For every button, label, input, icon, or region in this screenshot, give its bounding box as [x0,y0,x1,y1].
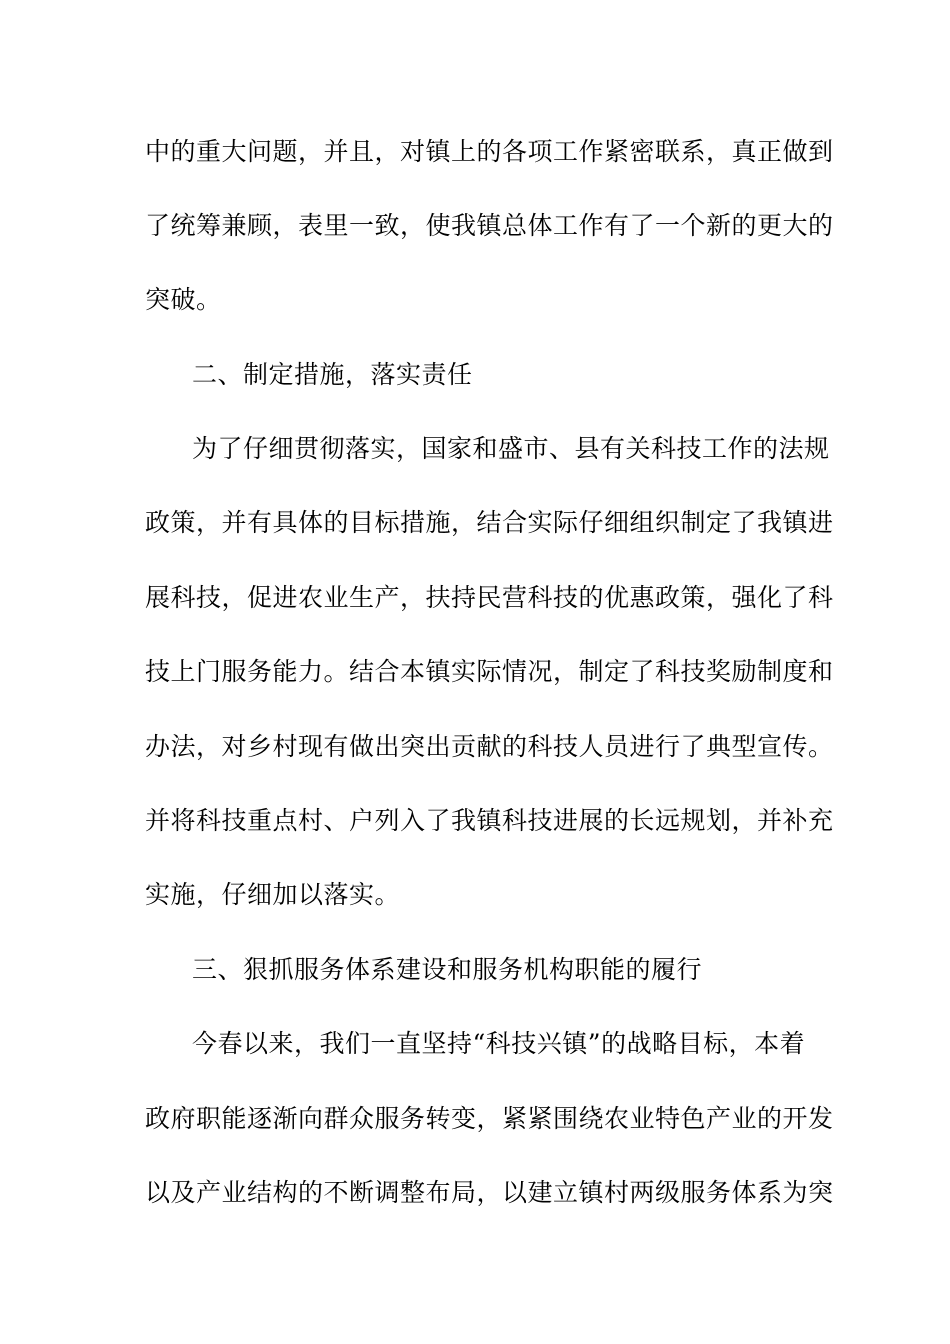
paragraph-line: 实施，仔细加以落实。 [145,880,401,909]
paragraph-line: 展科技，促进农业生产，扶持民营科技的优惠政策，强化了科 [145,583,834,612]
paragraph-line: 办法，对乡村现有做出突出贡献的科技人员进行了典型宣传。 [145,732,834,761]
section-heading: 二、制定措施，落实责任 [192,360,473,389]
paragraph-line: 中的重大问题，并且，对镇上的各项工作紧密联系，真正做到 [145,137,834,166]
section-heading: 三、狠抓服务体系建设和服务机构职能的履行 [192,955,703,984]
paragraph-line: 以及产业结构的不断调整布局，以建立镇村两级服务体系为突 [145,1178,834,1207]
paragraph-line: 突破。 [145,285,222,314]
paragraph-line: 并将科技重点村、户列入了我镇科技进展的长远规划，并补充 [145,806,834,835]
paragraph-line: 政府职能逐渐向群众服务转变，紧紧围绕农业特色产业的开发 [145,1104,834,1133]
paragraph-line: 政策，并有具体的目标措施，结合实际仔细组织制定了我镇进 [145,508,834,537]
paragraph-line: 技上门服务能力。结合本镇实际情况，制定了科技奖励制度和 [145,657,834,686]
paragraph-line: 今春以来，我们一直坚持“科技兴镇”的战略目标，本着 [192,1029,806,1058]
paragraph-line: 为了仔细贯彻落实，国家和盛市、县有关科技工作的法规 [192,434,830,463]
paragraph-line: 了统筹兼顾，表里一致，使我镇总体工作有了一个新的更大的 [145,211,834,240]
